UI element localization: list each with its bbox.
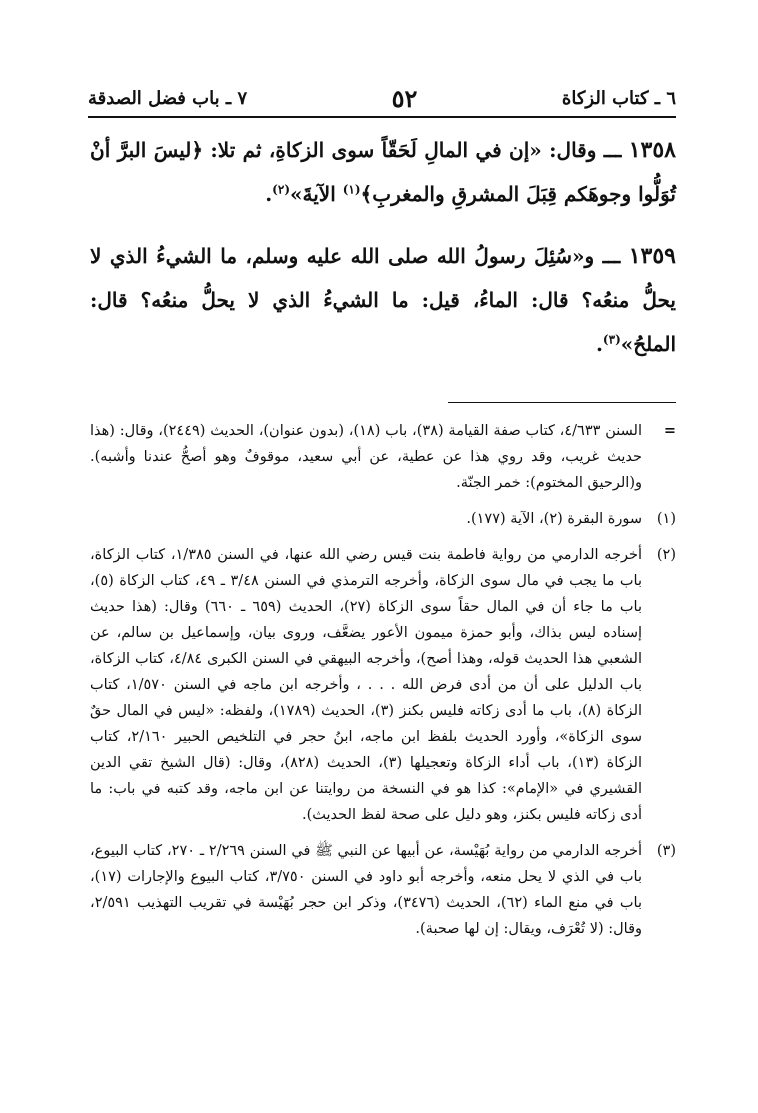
footnote-separator — [448, 402, 676, 403]
header-chapter-title: ٧ ـ باب فضل الصدقة — [88, 87, 248, 109]
footnote-text: أخرجه الدارمي من رواية فاطمة بنت قيس رضي الله عنها، في السنن ١/٣٨٥، كتاب الزكاة، باب ما يجب في مال سوى الزكاة، وأخرجه الترمذي في السنن ٣/٤٨ ـ ٤٩، كتاب الزكاة (٥)، باب ما جاء أن في المال حقاً سوى الزكاة (٢٧)، الحديث (٦٥٩ ـ ٦٦٠) وقال: (هذا حديث إسناده ليس بذاك، وأبو حمزة ميمون الأعور يضعَّف، وروى بيان، وإسماعيل بن سالم، عن الشعبي هذا الحديث قوله، وهذا أصح)، وأخرجه البيهقي في السنن الكبرى ٤/٨٤، كتاب الزكاة، باب الدليل على أن من أدى فرض الله . . . ، وأخرجه ابن ماجه في السنن ١/٥٧٠، كتاب الزكاة (٨)، باب ما أدى زكاته فليس بكنز (٣)، الحديث (١٧٨٩)، ولفظه: «ليس في المال حقٌ سوى الزكاة»، وأورد الحديث بلفظ ابن ماجه، ابنُ حجر في التلخيص الحبير ٢/١٦٠، كتاب الزكاة (١٣)، باب أداء الزكاة وتعجيلها (٣)، الحديث (٨٢٨)، وقال: (قال الشيخ تقي الدين القشيري في «الإمام»: كذا هو في النسخة من روايتنا عن ابن ماجه، وقد كتبه في باب: ما أدى زكاته فليس بكنز، وهو دليل على صحة لفظ الحديث). — [90, 547, 643, 823]
hadith-number: ١٣٥٩ — [628, 243, 676, 269]
hadith-end: . — [265, 182, 273, 206]
footnote-ref: (٢) — [272, 182, 290, 197]
footnote-mark: (٣) — [656, 843, 676, 859]
footnote-ref: (١) — [342, 182, 361, 197]
footnote-mark: (١) — [656, 511, 676, 527]
header-rule — [88, 116, 676, 118]
hadith-1359 — [90, 234, 676, 366]
footnote-3 — [90, 838, 676, 942]
footnote-mark: = — [663, 422, 676, 439]
hadith-1358 — [90, 128, 676, 216]
footnote-text: سورة البقرة (٢)، الآية (١٧٧). — [466, 511, 642, 527]
hadith-text-after: الآيةَ» — [290, 182, 343, 206]
header-book-title: ٦ ـ كتاب الزكاة — [561, 87, 676, 109]
footnote-mark: (٢) — [656, 547, 676, 563]
hadith-end: . — [595, 332, 603, 356]
footnote-text: أخرجه الدارمي من رواية بُهَيْسة، عن أبيها عن النبي ﷺ في السنن ٢/٢٦٩ ـ ٢٧٠، كتاب البيوع، باب في الذي لا يحل منعه، وأخرجه أبو داود في السنن ٣/٧٥٠، كتاب البيوع والإجارات (١٧)، باب في منع الماء (٦٢)، الحديث (٣٤٧٦)، وذكر ابن حجر بُهَيْسة في تقريب التهذيب ٢/٥٩١، وقال: (لا تُعْرَف، ويقال: إن لها صحبة). — [90, 843, 643, 937]
footnote-continuation — [90, 418, 676, 496]
main-text — [90, 128, 676, 384]
footnote-1 — [90, 506, 676, 532]
footnote-text: السنن ٤/٦٣٣، كتاب صفة القيامة (٣٨)، باب (١٨)، (بدون عنوان)، الحديث (٢٤٤٩)، وقال: (هذا حديث غريب، وقد روي هذا عن عطية، عن أبي سعيد، موقوفٌ وهو أصحُّ عندنا وأشبه). و(الرحيق المختوم): خمر الجنّة. — [90, 423, 643, 491]
hadith-text: ـــ وقال: «إن في المالِ لَحَقّاً سوى الزكاةِ، ثم تلا: ﴿ليسَ البرَّ أنْ تُوَلُّوا وجوهَكم قِبَلَ المشرقِ والمغربِ﴾ — [90, 138, 676, 206]
hadith-text: ـــ و«سُئِلَ رسولُ الله صلى الله عليه وسلم، ما الشيءُ الذي لا يحلُّ منعُه؟ قال: الماءُ، قيل: ما الشيءُ الذي لا يحلُّ منعُه؟ قال: الملحُ» — [90, 244, 676, 356]
page-number: ٥٢ — [391, 83, 418, 113]
hadith-number: ١٣٥٨ — [628, 137, 676, 163]
running-header — [88, 82, 676, 114]
footnote-2 — [90, 542, 676, 828]
footnotes — [90, 418, 676, 952]
footnote-ref: (٣) — [602, 332, 621, 347]
